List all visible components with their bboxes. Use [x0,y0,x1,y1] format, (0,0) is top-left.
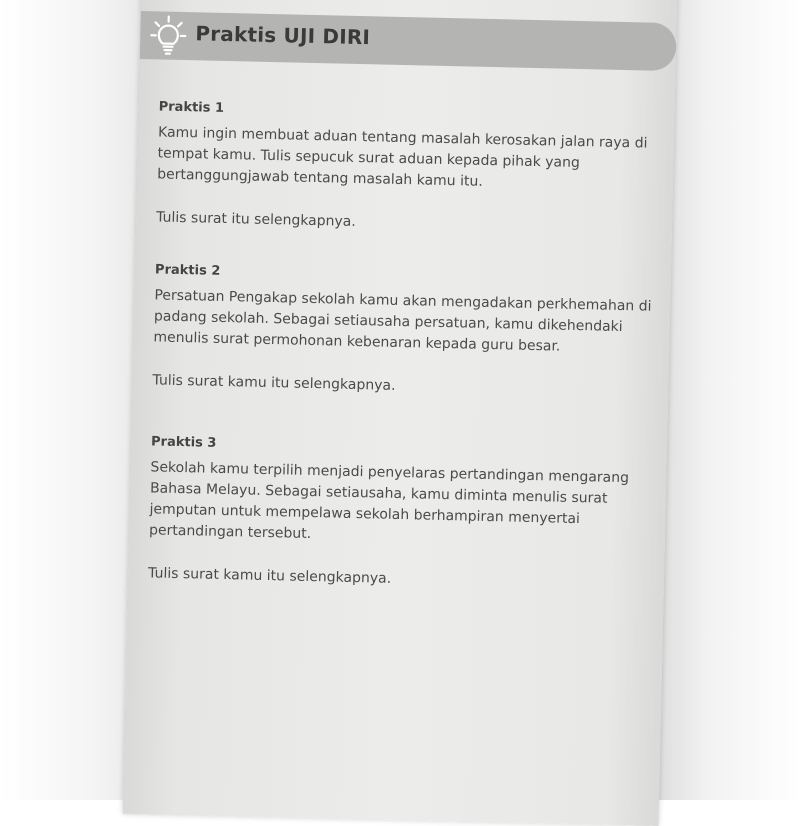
background-right [655,0,800,800]
practice-section-2 [152,262,660,402]
practice-instruction: Tulis surat kamu itu selengkapnya. [152,370,657,402]
practice-body: Sekolah kamu terpilih menjadi penyelaras pertandingan mengarang Bahasa Melayu. Sebagai setiausaha, kamu diminta menulis surat jemputan untuk mempelawa sekolah berhampiran menyertai pertandingan tersebut. [149,457,656,552]
practice-instruction: Tulis surat kamu itu selengkapnya. [148,563,653,595]
practice-instruction: Tulis surat itu selengkapnya. [156,207,661,239]
practice-title: Praktis 1 [159,99,664,125]
practice-body: Kamu ingin membuat aduan tentang masalah kerosakan jalan raya di tempat kamu. Tulis sepucuk surat aduan kepada pihak yang bertanggungjawab tentang masalah kamu itu. [157,122,663,196]
practice-title: Praktis 3 [151,434,656,460]
practice-body: Persatuan Pengakap sekolah kamu akan mengadakan perkhemahan di padang sekolah. Sebagai setiausaha persatuan, kamu dikehendaki menulis surat permohonan kebenaran kepada guru besar. [153,285,659,359]
practice-title: Praktis 2 [155,262,660,288]
lightbulb-icon [150,14,187,57]
practice-section-1 [156,99,664,239]
page-title: Praktis UJI DIRI [195,21,370,49]
book-page [123,0,678,826]
practice-section-3 [148,434,656,595]
